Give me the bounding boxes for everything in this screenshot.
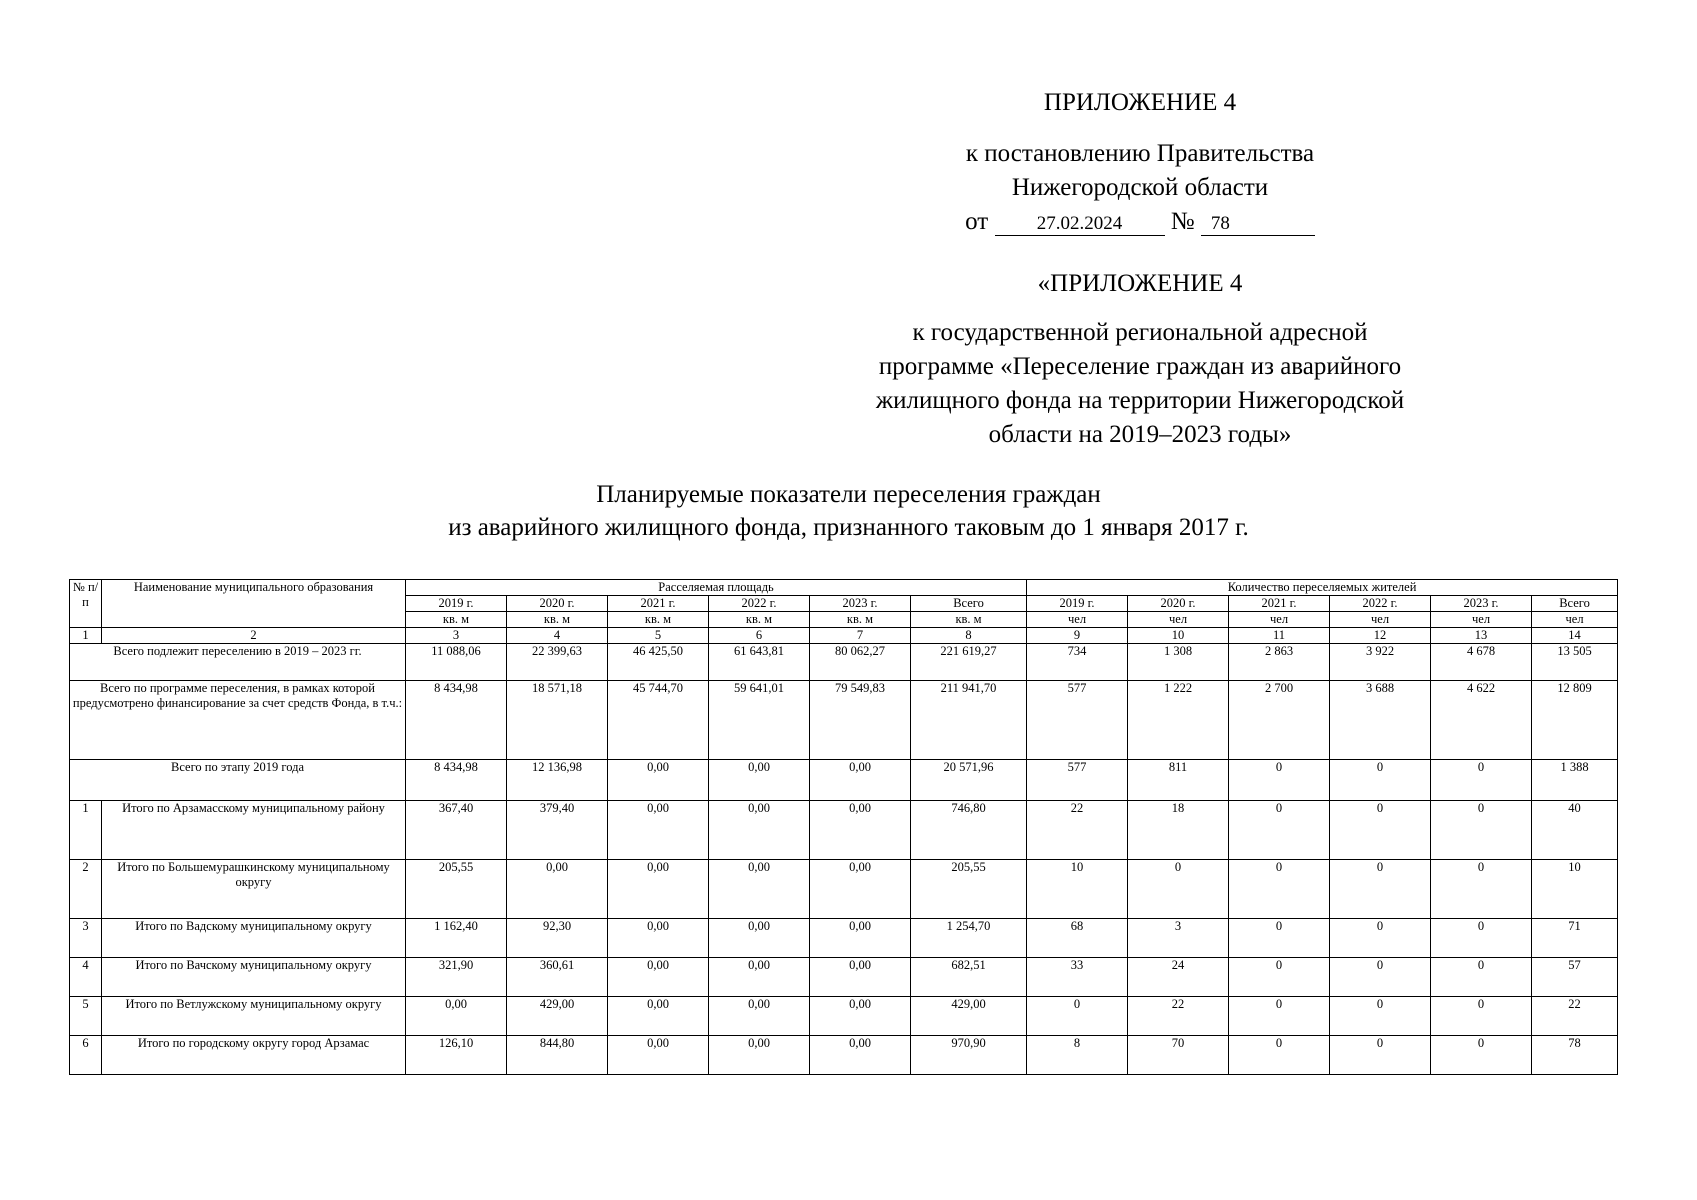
people-value: 0 bbox=[1330, 997, 1431, 1036]
area-year-header: 2023 г. bbox=[810, 596, 911, 612]
people-value: 4 622 bbox=[1431, 681, 1532, 760]
area-value: 8 434,98 bbox=[406, 760, 507, 801]
row-number: 1 bbox=[70, 801, 102, 860]
people-value: 22 bbox=[1532, 997, 1618, 1036]
row-number: 3 bbox=[70, 919, 102, 958]
people-value: 68 bbox=[1027, 919, 1128, 958]
area-value: 0,00 bbox=[709, 801, 810, 860]
people-value: 33 bbox=[1027, 958, 1128, 997]
area-value: 0,00 bbox=[709, 919, 810, 958]
column-number: 1 bbox=[70, 628, 102, 644]
people-value: 22 bbox=[1027, 801, 1128, 860]
appendix-heading-2: «ПРИЛОЖЕНИЕ 4 bbox=[1037, 270, 1243, 297]
column-number: 6 bbox=[709, 628, 810, 644]
column-number: 5 bbox=[608, 628, 709, 644]
column-number: 3 bbox=[406, 628, 507, 644]
people-value: 0 bbox=[1431, 958, 1532, 997]
people-value: 0 bbox=[1128, 860, 1229, 919]
column-number: 8 bbox=[911, 628, 1027, 644]
area-value: 0,00 bbox=[608, 760, 709, 801]
title-line-2: из аварийного жилищного фонда, признанного таковым до 1 января 2017 г. bbox=[448, 514, 1249, 541]
people-value: 577 bbox=[1027, 760, 1128, 801]
area-value: 46 425,50 bbox=[608, 644, 709, 681]
people-unit: чел bbox=[1330, 612, 1431, 628]
area-value: 205,55 bbox=[911, 860, 1027, 919]
summary-label: Всего по программе переселения, в рамках которой предусмотрено финансирование за счет средств Фонда, в т.ч.: bbox=[70, 681, 406, 760]
people-value: 734 bbox=[1027, 644, 1128, 681]
table-row bbox=[70, 997, 1618, 1036]
area-unit: кв. м bbox=[507, 612, 608, 628]
people-value: 0 bbox=[1330, 1036, 1431, 1075]
resolution-line-2: Нижегородской области bbox=[1011, 174, 1269, 201]
area-value: 0,00 bbox=[608, 1036, 709, 1075]
column-number: 2 bbox=[102, 628, 406, 644]
area-value: 22 399,63 bbox=[507, 644, 608, 681]
area-value: 12 136,98 bbox=[507, 760, 608, 801]
area-value: 221 619,27 bbox=[911, 644, 1027, 681]
area-value: 1 254,70 bbox=[911, 919, 1027, 958]
area-value: 0,00 bbox=[608, 919, 709, 958]
area-year-header: Всего bbox=[911, 596, 1027, 612]
people-group-header: Количество переселяемых жителей bbox=[1027, 580, 1618, 596]
area-value: 59 641,01 bbox=[709, 681, 810, 760]
people-value: 4 678 bbox=[1431, 644, 1532, 681]
area-value: 0,00 bbox=[810, 860, 911, 919]
row-number: 5 bbox=[70, 997, 102, 1036]
program-reference bbox=[850, 316, 1430, 452]
area-value: 0,00 bbox=[507, 860, 608, 919]
area-value: 205,55 bbox=[406, 860, 507, 919]
header-row-groups bbox=[70, 580, 1618, 596]
row-number: 2 bbox=[70, 860, 102, 919]
people-value: 2 863 bbox=[1229, 644, 1330, 681]
column-number: 14 bbox=[1532, 628, 1618, 644]
people-value: 1 222 bbox=[1128, 681, 1229, 760]
area-value: 379,40 bbox=[507, 801, 608, 860]
municipality-name: Итого по Большемурашкинскому муниципальному округу bbox=[102, 860, 406, 919]
summary-row bbox=[70, 644, 1618, 681]
area-value: 45 744,70 bbox=[608, 681, 709, 760]
area-value: 682,51 bbox=[911, 958, 1027, 997]
area-unit: кв. м bbox=[709, 612, 810, 628]
people-value: 1 388 bbox=[1532, 760, 1618, 801]
people-value: 0 bbox=[1330, 958, 1431, 997]
area-value: 0,00 bbox=[608, 958, 709, 997]
area-unit: кв. м bbox=[911, 612, 1027, 628]
area-value: 211 941,70 bbox=[911, 681, 1027, 760]
area-year-header: 2021 г. bbox=[608, 596, 709, 612]
header-row-column-numbers bbox=[70, 628, 1618, 644]
area-year-header: 2022 г. bbox=[709, 596, 810, 612]
column-number: 10 bbox=[1128, 628, 1229, 644]
area-value: 8 434,98 bbox=[406, 681, 507, 760]
people-value: 0 bbox=[1229, 919, 1330, 958]
area-value: 1 162,40 bbox=[406, 919, 507, 958]
program-line-4: области на 2019–2023 годы» bbox=[988, 421, 1292, 448]
area-value: 0,00 bbox=[810, 760, 911, 801]
area-value: 0,00 bbox=[709, 860, 810, 919]
column-number: 13 bbox=[1431, 628, 1532, 644]
appendix-heading: ПРИЛОЖЕНИЕ 4 bbox=[1043, 89, 1237, 116]
area-value: 0,00 bbox=[810, 1036, 911, 1075]
municipality-name: Итого по городскому округу город Арзамас bbox=[102, 1036, 406, 1075]
column-number: 4 bbox=[507, 628, 608, 644]
people-unit: чел bbox=[1027, 612, 1128, 628]
people-value: 0 bbox=[1431, 860, 1532, 919]
area-value: 0,00 bbox=[810, 958, 911, 997]
people-value: 0 bbox=[1229, 801, 1330, 860]
people-value: 0 bbox=[1431, 801, 1532, 860]
row-number: 4 bbox=[70, 958, 102, 997]
area-value: 0,00 bbox=[709, 760, 810, 801]
area-value: 0,00 bbox=[709, 958, 810, 997]
area-value: 0,00 bbox=[608, 801, 709, 860]
people-year-header: 2022 г. bbox=[1330, 596, 1431, 612]
people-value: 3 688 bbox=[1330, 681, 1431, 760]
program-line-2: программе «Переселение граждан из аварийного bbox=[878, 353, 1402, 380]
number-label: № bbox=[1170, 208, 1195, 235]
area-value: 367,40 bbox=[406, 801, 507, 860]
people-value: 1 308 bbox=[1128, 644, 1229, 681]
people-value: 0 bbox=[1229, 760, 1330, 801]
area-value: 429,00 bbox=[911, 997, 1027, 1036]
people-unit: чел bbox=[1532, 612, 1618, 628]
program-line-1: к государственной региональной адресной bbox=[912, 319, 1368, 346]
area-value: 970,90 bbox=[911, 1036, 1027, 1075]
area-value: 80 062,27 bbox=[810, 644, 911, 681]
table-row bbox=[70, 860, 1618, 919]
area-unit: кв. м bbox=[608, 612, 709, 628]
people-value: 0 bbox=[1229, 997, 1330, 1036]
area-value: 321,90 bbox=[406, 958, 507, 997]
from-label: от bbox=[965, 208, 989, 235]
people-value: 0 bbox=[1229, 860, 1330, 919]
municipality-name: Итого по Вадскому муниципальному округу bbox=[102, 919, 406, 958]
program-line-3: жилищного фонда на территории Нижегородской bbox=[875, 387, 1405, 414]
people-value: 71 bbox=[1532, 919, 1618, 958]
col-num-header: № п/п bbox=[70, 580, 102, 628]
area-value: 0,00 bbox=[709, 997, 810, 1036]
people-value: 22 bbox=[1128, 997, 1229, 1036]
area-value: 429,00 bbox=[507, 997, 608, 1036]
title-line-1: Планируемые показатели переселения граждан bbox=[596, 481, 1101, 508]
area-value: 0,00 bbox=[810, 919, 911, 958]
people-value: 0 bbox=[1330, 860, 1431, 919]
area-value: 0,00 bbox=[810, 997, 911, 1036]
people-value: 18 bbox=[1128, 801, 1229, 860]
people-value: 0 bbox=[1229, 958, 1330, 997]
people-value: 8 bbox=[1027, 1036, 1128, 1075]
resolution-number: 78 bbox=[1201, 213, 1315, 236]
area-unit: кв. м bbox=[406, 612, 507, 628]
people-year-header: Всего bbox=[1532, 596, 1618, 612]
people-value: 3 bbox=[1128, 919, 1229, 958]
area-value: 92,30 bbox=[507, 919, 608, 958]
people-unit: чел bbox=[1229, 612, 1330, 628]
people-unit: чел bbox=[1128, 612, 1229, 628]
area-value: 0,00 bbox=[608, 860, 709, 919]
people-value: 2 700 bbox=[1229, 681, 1330, 760]
municipality-name: Итого по Ветлужскому муниципальному округу bbox=[102, 997, 406, 1036]
people-value: 10 bbox=[1532, 860, 1618, 919]
area-value: 844,80 bbox=[507, 1036, 608, 1075]
area-value: 61 643,81 bbox=[709, 644, 810, 681]
people-value: 12 809 bbox=[1532, 681, 1618, 760]
document-title bbox=[0, 478, 1697, 544]
people-value: 0 bbox=[1229, 1036, 1330, 1075]
people-value: 10 bbox=[1027, 860, 1128, 919]
summary-label: Всего по этапу 2019 года bbox=[70, 760, 406, 801]
people-value: 78 bbox=[1532, 1036, 1618, 1075]
municipality-name: Итого по Арзамасскому муниципальному району bbox=[102, 801, 406, 860]
area-value: 0,00 bbox=[406, 997, 507, 1036]
area-value: 20 571,96 bbox=[911, 760, 1027, 801]
people-value: 0 bbox=[1431, 760, 1532, 801]
people-year-header: 2019 г. bbox=[1027, 596, 1128, 612]
resolution-reference bbox=[850, 137, 1430, 239]
people-year-header: 2023 г. bbox=[1431, 596, 1532, 612]
people-value: 40 bbox=[1532, 801, 1618, 860]
table-row bbox=[70, 919, 1618, 958]
area-year-header: 2020 г. bbox=[507, 596, 608, 612]
people-value: 577 bbox=[1027, 681, 1128, 760]
area-unit: кв. м bbox=[810, 612, 911, 628]
people-year-header: 2020 г. bbox=[1128, 596, 1229, 612]
column-number: 7 bbox=[810, 628, 911, 644]
area-value: 79 549,83 bbox=[810, 681, 911, 760]
people-value: 3 922 bbox=[1330, 644, 1431, 681]
people-value: 0 bbox=[1431, 1036, 1532, 1075]
area-group-header: Расселяемая площадь bbox=[406, 580, 1027, 596]
people-value: 0 bbox=[1330, 919, 1431, 958]
area-value: 746,80 bbox=[911, 801, 1027, 860]
table-row bbox=[70, 801, 1618, 860]
people-value: 0 bbox=[1330, 760, 1431, 801]
resolution-line-1: к постановлению Правительства bbox=[965, 140, 1315, 167]
municipality-name: Итого по Вачскому муниципальному округу bbox=[102, 958, 406, 997]
col-name-header: Наименование муниципального образования bbox=[102, 580, 406, 628]
date-number-line bbox=[850, 205, 1430, 239]
column-number: 11 bbox=[1229, 628, 1330, 644]
area-value: 126,10 bbox=[406, 1036, 507, 1075]
row-number: 6 bbox=[70, 1036, 102, 1075]
people-value: 811 bbox=[1128, 760, 1229, 801]
people-value: 13 505 bbox=[1532, 644, 1618, 681]
people-value: 0 bbox=[1431, 997, 1532, 1036]
column-number: 9 bbox=[1027, 628, 1128, 644]
people-value: 0 bbox=[1027, 997, 1128, 1036]
area-value: 0,00 bbox=[709, 1036, 810, 1075]
column-number: 12 bbox=[1330, 628, 1431, 644]
resolution-date: 27.02.2024 bbox=[995, 213, 1165, 236]
people-year-header: 2021 г. bbox=[1229, 596, 1330, 612]
summary-label: Всего подлежит переселению в 2019 – 2023 гг. bbox=[70, 644, 406, 681]
summary-row bbox=[70, 760, 1618, 801]
people-value: 24 bbox=[1128, 958, 1229, 997]
people-value: 0 bbox=[1330, 801, 1431, 860]
table-row bbox=[70, 958, 1618, 997]
area-value: 360,61 bbox=[507, 958, 608, 997]
people-value: 0 bbox=[1431, 919, 1532, 958]
people-value: 70 bbox=[1128, 1036, 1229, 1075]
people-unit: чел bbox=[1431, 612, 1532, 628]
resettlement-table bbox=[69, 579, 1618, 1075]
area-value: 0,00 bbox=[608, 997, 709, 1036]
table-row bbox=[70, 1036, 1618, 1075]
area-value: 0,00 bbox=[810, 801, 911, 860]
people-value: 57 bbox=[1532, 958, 1618, 997]
area-value: 11 088,06 bbox=[406, 644, 507, 681]
area-value: 18 571,18 bbox=[507, 681, 608, 760]
summary-row bbox=[70, 681, 1618, 760]
area-year-header: 2019 г. bbox=[406, 596, 507, 612]
